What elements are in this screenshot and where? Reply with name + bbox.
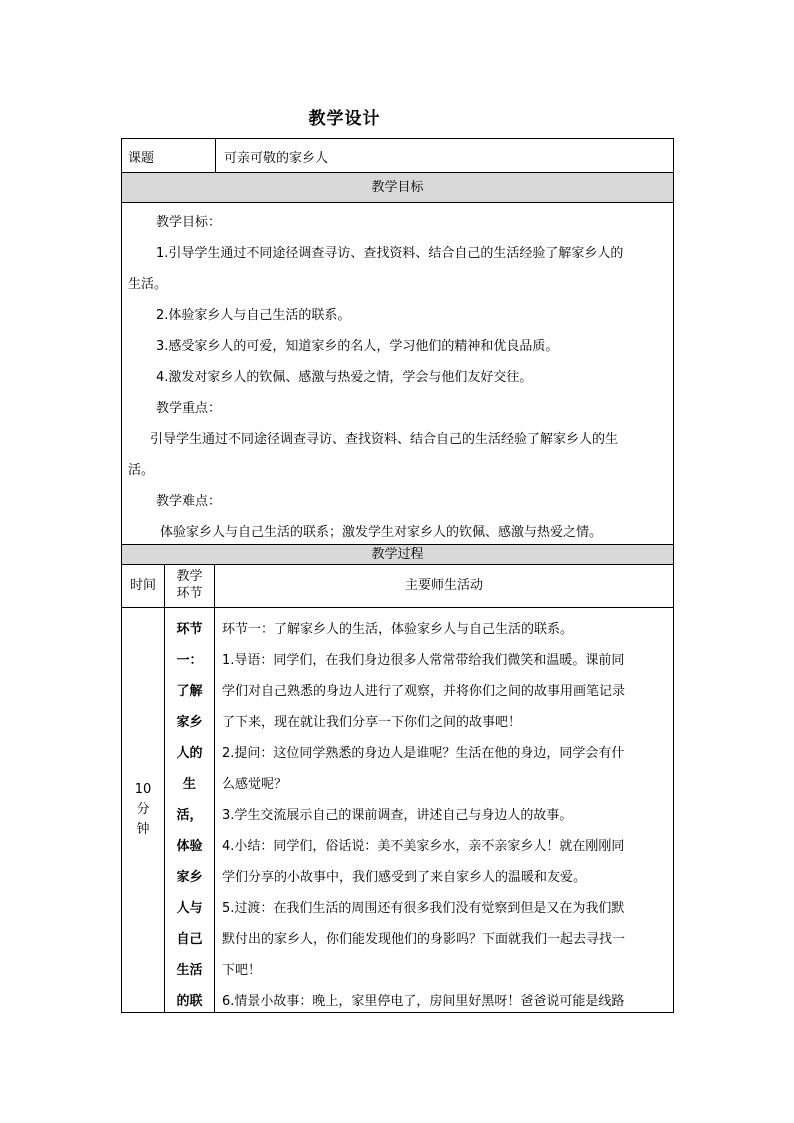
activity-line: 3.学生交流展示自己的课前调查，讲述自己与身边人的故事。 xyxy=(222,808,573,823)
stage-line: 家乡 xyxy=(176,715,203,730)
document-title: 教学设计 xyxy=(308,109,381,129)
time-cell xyxy=(122,608,165,1013)
activity-cell xyxy=(215,608,673,1013)
stage-line: 的联 xyxy=(176,994,203,1009)
goals-content xyxy=(121,202,674,544)
stage-line: 一： xyxy=(176,653,203,668)
activity-line: 5.过渡：在我们生活的周围还有很多我们没有觉察到但是又在为我们默 xyxy=(222,901,625,916)
time-line: 钟 xyxy=(136,822,150,837)
goals-heading: 教学目标： xyxy=(156,215,222,230)
activity-line: 环节一：了解家乡人的生活，体验家乡人与自己生活的联系。 xyxy=(222,622,574,637)
goal-item: 3.感受家乡人的可爱，知道家乡的名人，学习他们的精神和优良品质。 xyxy=(156,339,559,354)
column-stage-line: 环节 xyxy=(176,586,203,601)
process-body-row xyxy=(121,607,674,1013)
activity-line: 学们分享的小故事中，我们感受到了来自家乡人的温暖和友爱。 xyxy=(222,870,587,885)
column-stage-line: 教学 xyxy=(176,569,203,584)
stage-line: 人的 xyxy=(176,746,203,761)
stage-line: 自己 xyxy=(176,932,203,947)
stage-line: 生 xyxy=(182,777,196,792)
key-points-heading: 教学重点： xyxy=(156,401,222,416)
column-activity: 主要师生活动 xyxy=(404,578,483,593)
activity-line: 下吧！ xyxy=(222,963,262,978)
topic-row xyxy=(121,138,674,172)
stage-line: 人与 xyxy=(176,901,203,916)
activity-line: 学们对自己熟悉的身边人进行了观察，并将你们之间的故事用画笔记录 xyxy=(222,684,626,699)
stage-cell xyxy=(165,608,215,1013)
stage-line: 体验 xyxy=(176,839,203,854)
column-time: 时间 xyxy=(122,565,165,608)
stage-line: 活， xyxy=(176,808,203,823)
time-line: 分 xyxy=(136,802,150,817)
time-line: 10 xyxy=(134,782,152,797)
stage-line: 环节 xyxy=(176,622,203,637)
key-point-text-cont: 活。 xyxy=(128,463,155,478)
activity-line: 1.导语：同学们，在我们身边很多人常常带给我们微笑和温暖。课前同 xyxy=(222,653,625,668)
key-point-text: 引导学生通过不同途径调查寻访、查找资料、结合自己的生活经验了解家乡人的生 xyxy=(150,432,619,447)
activity-line: 了下来，现在就让我们分享一下你们之间的故事吧！ xyxy=(222,715,522,730)
goal-item: 1.引导学生通过不同途径调查寻访、查找资料、结合自己的生活经验了解家乡人的 xyxy=(156,246,624,261)
topic-label: 课题 xyxy=(122,139,216,173)
stage-line: 了解 xyxy=(176,684,203,699)
activity-line: 6.情景小故事：晚上，家里停电了，房间里好黑呀！爸爸说可能是线路 xyxy=(222,994,625,1009)
activity-line: 默付出的家乡人，你们能发现他们的身影吗？下面就我们一起去寻找一 xyxy=(222,932,626,947)
column-stage xyxy=(165,565,215,608)
topic-value: 可亲可敬的家乡人 xyxy=(224,151,329,166)
process-column-headers xyxy=(121,564,674,607)
difficulties-heading: 教学难点： xyxy=(156,494,222,509)
goal-item: 2.体验家乡人与自己生活的联系。 xyxy=(156,308,351,323)
lesson-plan-table xyxy=(121,138,674,1013)
process-header: 教学过程 xyxy=(121,544,674,564)
stage-line: 生活 xyxy=(176,963,203,978)
activity-line: 4.小结：同学们，俗话说：美不美家乡水，亲不亲家乡人！就在刚刚同 xyxy=(222,839,625,854)
goal-item: 4.激发对家乡人的钦佩、感激与热爱之情，学会与他们友好交往。 xyxy=(156,370,533,385)
difficulties-text: 体验家乡人与自己生活的联系；激发学生对家乡人的钦佩、感激与热爱之情。 xyxy=(160,525,603,540)
goal-item-cont: 生活。 xyxy=(128,277,168,292)
activity-line: 2.提问：这位同学熟悉的身边人是谁呢？生活在他的身边，同学会有什 xyxy=(222,746,625,761)
activity-line: 么感觉呢？ xyxy=(222,777,288,792)
goals-header: 教学目标 xyxy=(121,172,674,202)
stage-line: 家乡 xyxy=(176,870,203,885)
